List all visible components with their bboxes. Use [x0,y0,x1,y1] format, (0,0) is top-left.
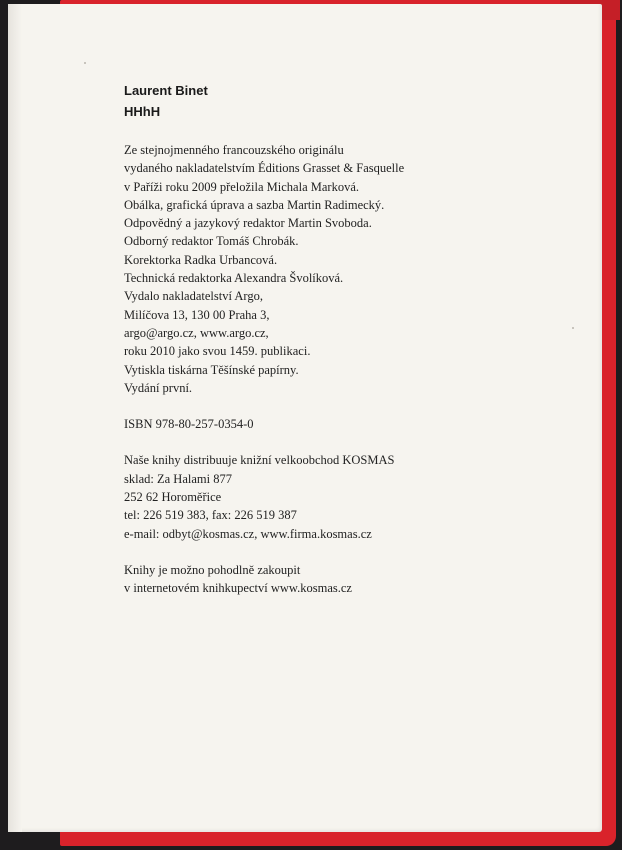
credits-line: Vytiskla tiskárna Těšínské papírny. [124,362,299,377]
credits-line: roku 2010 jako svou 1459. publikaci. [124,344,311,359]
shop-line: v internetovém knihkupectví www.kosmas.cz [124,581,352,596]
paper-speck [572,327,574,329]
distribution-block [124,451,544,542]
book-title: HHhH [124,104,161,119]
credits-line: v Paříži roku 2009 přeložila Michala Marková. [124,179,359,194]
paper-speck [84,62,86,64]
credits-line: argo@argo.cz, www.argo.cz, [124,325,269,340]
shop-line: Knihy je možno pohodlně zakoupit [124,562,301,577]
distribution-line: tel: 226 519 383, fax: 226 519 387 [124,508,297,523]
author-name: Laurent Binet [124,83,208,98]
distribution-line: 252 62 Horoměřice [124,490,222,505]
credits-line: Vydání první. [124,380,193,395]
credits-line: Ze stejnojmenného francouzského originálu [124,143,344,157]
imprint-content [124,80,544,598]
credits-line: Obálka, grafická úprava a sazba Martin Radimecký. [124,197,385,212]
credits-block [124,141,544,397]
credits-line: Vydalo nakladatelství Argo, [124,289,263,304]
credits-line: Odborný redaktor Tomáš Chrobák. [124,234,299,249]
shop-block [124,561,544,598]
distribution-line: e-mail: odbyt@kosmas.cz, www.firma.kosmas.cz [124,526,372,541]
credits-line: vydaného nakladatelstvím Éditions Grasset & Fasquelle [124,161,405,176]
credits-line: Technická redaktorka Alexandra Švolíková. [124,271,344,286]
distribution-line: sklad: Za Halami 877 [124,471,232,486]
credits-line: Odpovědný a jazykový redaktor Martin Svoboda. [124,216,372,231]
distribution-line: Naše knihy distribuuje knižní velkoobchod KOSMAS [124,453,395,468]
credits-line: Milíčova 13, 130 00 Praha 3, [124,307,270,322]
isbn-line: ISBN 978-80-257-0354-0 [124,417,254,432]
page-gutter-shadow [8,4,22,832]
isbn-block [124,415,544,433]
credits-line: Korektorka Radka Urbancová. [124,252,278,267]
